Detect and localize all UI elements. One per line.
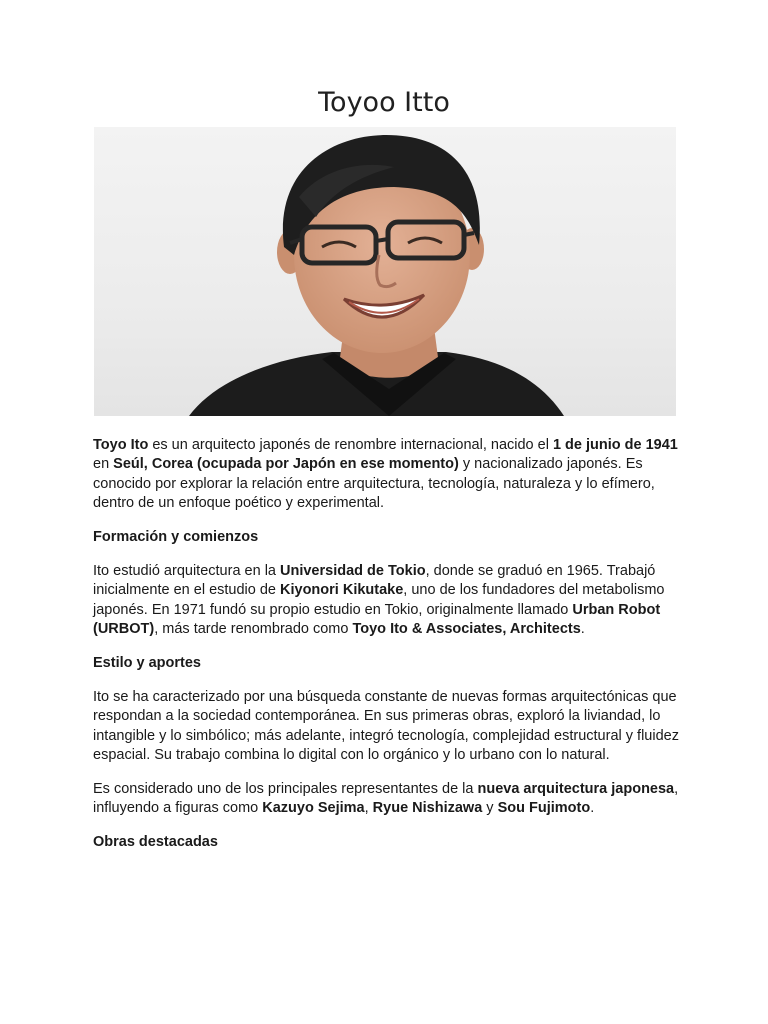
text-run: Formación y comienzos xyxy=(93,528,259,545)
text-run: . xyxy=(580,621,585,638)
text-run: . xyxy=(590,800,595,817)
heading-formacion xyxy=(93,528,683,547)
text-run: es un arquitecto japonés de renombre internacional, nacido el xyxy=(148,437,553,453)
text-run: Ito se ha caracterizado por una búsqueda constante de nuevas formas arquitectónicas que respondan a la sociedad contemporánea. En sus primeras obras, exploró la liviandad, lo intangible y lo simbólico; más adelante, integró tecnología, complejidad estructural y fluidez espacial. Su trabajo combina lo digital con lo orgánico y lo urbano con lo natural. xyxy=(93,689,679,764)
bold-text: nueva arquitectura japonesa xyxy=(477,780,675,797)
text-run: Obras destacadas xyxy=(93,833,218,850)
text-run: Estilo y aportes xyxy=(93,654,201,671)
bold-text: Toyo Ito & Associates, Architects xyxy=(352,621,581,638)
heading-obras xyxy=(93,833,683,852)
bold-text: Sou Fujimoto xyxy=(497,800,591,817)
text-run: y nacionalizado japonés. Es conocido por explorar la relación entre arquitectura, tecnología, naturaleza y lo efímero, dentro de un enfoque poético y experimental. xyxy=(93,456,655,512)
bold-text: Kazuyo Sejima xyxy=(262,800,365,817)
estilo-paragraph xyxy=(93,688,683,766)
text-run: Es considerado uno de los principales representantes de la xyxy=(93,780,478,797)
text-run: , xyxy=(364,800,373,817)
bold-text: Toyo Ito xyxy=(93,437,149,453)
text-run: , más tarde renombrado como xyxy=(154,621,353,638)
text-run: en xyxy=(93,456,114,473)
text-run: Ito estudió arquitectura en la xyxy=(93,563,281,580)
bold-text: Universidad de Tokio xyxy=(280,563,426,580)
bold-text: Kiyonori Kikutake xyxy=(280,582,404,599)
text-run: , donde se graduó en 1965. Trabajó inicialmente en el estudio de xyxy=(93,563,656,599)
bold-text: 1 de junio de 1941 xyxy=(552,437,678,453)
formacion-paragraph xyxy=(93,562,683,640)
page-title: Toyoo Itto xyxy=(318,87,450,118)
influencia-paragraph xyxy=(93,780,683,819)
heading-estilo xyxy=(93,654,683,673)
text-run: , influyendo a figuras como xyxy=(93,780,679,817)
bold-text: Seúl, Corea (ocupada por Japón en ese momento) xyxy=(113,456,459,473)
portrait-photo xyxy=(94,127,676,416)
text-run: , uno de los fundadores del metabolismo japonés. En 1971 fundó su propio estudio en Tokio, originalmente llamado xyxy=(93,582,665,618)
article-body xyxy=(93,436,683,867)
bold-text: Urban Robot (URBOT) xyxy=(93,601,661,638)
intro-paragraph xyxy=(93,436,683,514)
bold-text: Ryue Nishizawa xyxy=(372,800,483,817)
text-run: y xyxy=(482,800,498,817)
